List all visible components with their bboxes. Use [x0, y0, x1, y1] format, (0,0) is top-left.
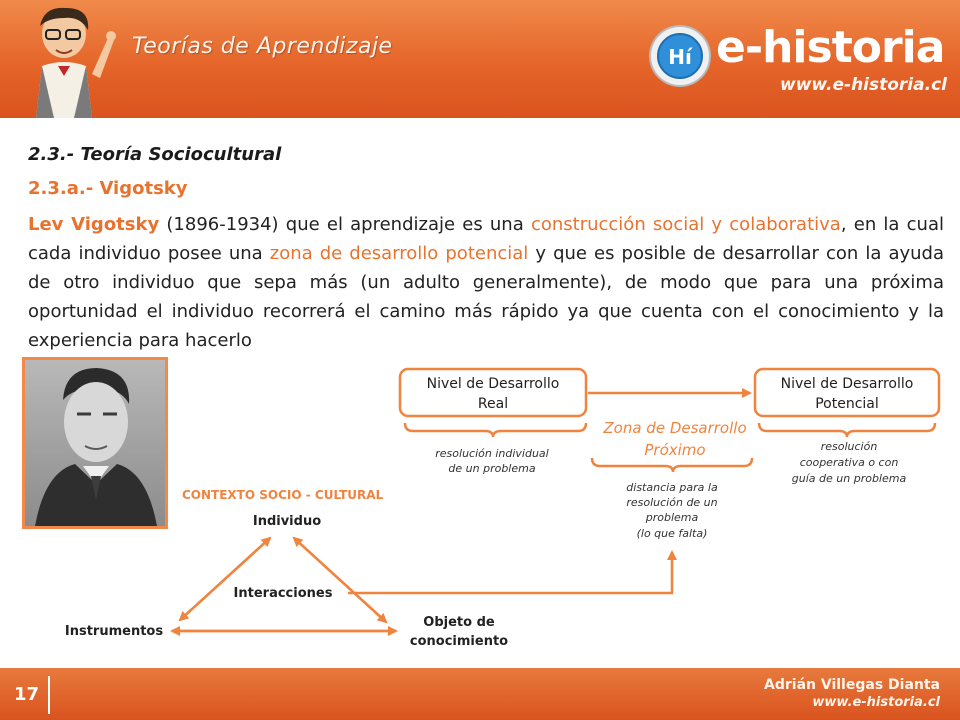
header-title: Teorías de Aprendizaje: [132, 34, 393, 59]
arrow-instrumentos-individuo: [180, 538, 270, 620]
brace-zona: [592, 458, 752, 472]
zona-desc-line4: (lo que falta): [636, 527, 708, 540]
potencial-desc-line3: guía de un problema: [791, 472, 907, 485]
objeto-line1: Objeto de: [423, 615, 495, 630]
contexto-label: CONTEXTO SOCIO - CULTURAL: [182, 488, 384, 502]
zona-desc-line2: resolución de un: [626, 496, 718, 509]
logo-badge-text: Hí: [668, 45, 692, 69]
paragraph-text-2: , en la cual cada individuo posee una: [28, 214, 944, 264]
zona-desc-line3: problema: [645, 511, 699, 524]
brace-potencial: [759, 423, 935, 437]
nivel-potencial-line1: Nivel de Desarrollo: [780, 376, 914, 392]
paragraph-text-3: y que es posible de desarrollar con la ayuda de otro individuo que sepa más (un adulto generalmente), de modo que para una próxima oportunidad el individuo recorrerá el camino más rápido ya que cuenta con el conocimiento y la experiencia para hacerlo: [28, 243, 945, 351]
interacciones-label: Interacciones: [233, 586, 333, 601]
real-desc-line1: resolución individual: [435, 447, 549, 460]
teacher-mascot-icon: [14, 4, 124, 118]
page-number: 17: [14, 684, 40, 705]
section-title: 2.3.- Teoría Sociocultural: [28, 144, 282, 165]
zona-desc-line1: distancia para la: [626, 481, 718, 494]
potencial-desc-line2: cooperativa o con: [799, 456, 899, 469]
nivel-real-line1: Nivel de Desarrollo: [426, 376, 560, 392]
body-paragraph: [28, 210, 944, 355]
potencial-desc-line1: resolución: [820, 440, 878, 453]
real-desc-line2: de un problema: [448, 462, 536, 475]
footer-divider: [48, 676, 50, 714]
individuo-label: Individuo: [252, 514, 322, 529]
footer-bar: [0, 668, 960, 720]
highlight-zona: zona de desarrollo potencial: [269, 243, 529, 264]
e-historia-logo-icon[interactable]: [648, 24, 712, 88]
footer-url[interactable]: www.e-historia.cl: [812, 695, 940, 710]
subsection-title: 2.3.a.- Vigotsky: [28, 178, 188, 199]
logo-name[interactable]: e-historia: [716, 22, 945, 73]
zona-line1: Zona de Desarrollo: [603, 419, 747, 437]
highlight-construccion: construcción social y colaborativa: [530, 214, 841, 235]
nivel-potencial-line2: Potencial: [815, 396, 879, 412]
author-name: Lev Vigotsky: [28, 214, 160, 235]
brace-real: [405, 423, 586, 437]
nivel-real-line2: Real: [477, 396, 509, 412]
footer-author: Adrián Villegas Dianta: [764, 677, 940, 693]
zpd-diagram: [0, 355, 960, 665]
logo-url[interactable]: www.e-historia.cl: [780, 75, 947, 95]
arrow-interacciones-zona: [348, 552, 672, 593]
zona-line2: Próximo: [644, 441, 706, 459]
arrow-objeto-individuo: [294, 538, 386, 622]
objeto-line2: conocimiento: [409, 634, 509, 649]
instrumentos-label: Instrumentos: [64, 624, 164, 639]
paragraph-text-1: (1896-1934) que el aprendizaje es una: [159, 214, 531, 235]
